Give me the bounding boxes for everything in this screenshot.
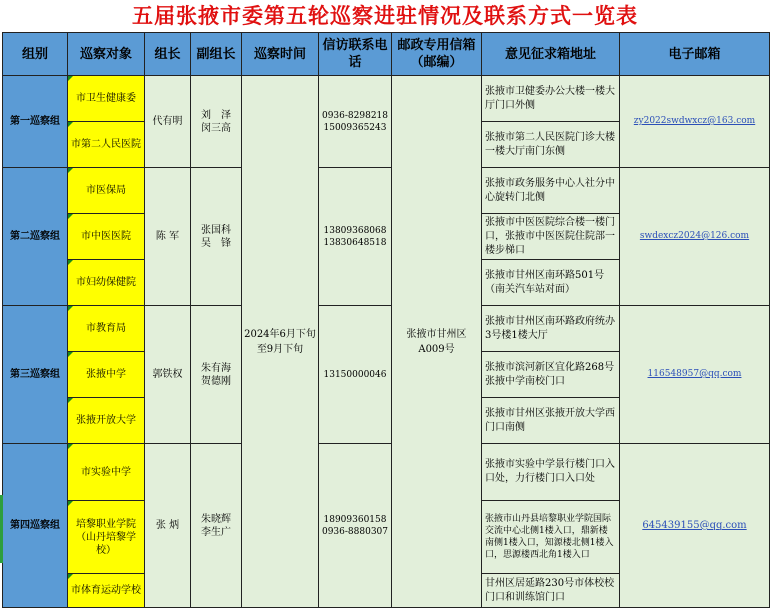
- email-link[interactable]: zy2022swdwxcz@163.com: [620, 76, 770, 168]
- deputy-cell: 刘 泽 闵三高: [191, 76, 242, 168]
- opinion-box-cell: 张掖市甘州区南环路501号（南关汽车站对面）: [482, 260, 620, 306]
- deputy-cell: 朱晓辉 李生广: [191, 444, 242, 608]
- row-marker: [0, 495, 3, 563]
- opinion-box-cell: 张掖市政务服务中心人社分中心旋转门北侧: [482, 168, 620, 214]
- table-row: [3, 306, 770, 352]
- table-row: [3, 168, 770, 214]
- leader-cell: 张 炳: [145, 444, 191, 608]
- header-phone: 信访联系电话: [319, 33, 392, 76]
- target-cell: 市医保局: [68, 168, 145, 214]
- opinion-box-cell: 张掖市甘州区张掖开放大学西门口南侧: [482, 398, 620, 444]
- header-opinion-box: 意见征求箱地址: [482, 33, 620, 76]
- email-link[interactable]: swdexcz2024@126.com: [620, 168, 770, 306]
- opinion-box-cell: 张掖市中医医院综合楼一楼门口，张掖市中医医院住院部一楼步梯口: [482, 214, 620, 260]
- header-email: 电子邮箱: [620, 33, 770, 76]
- target-cell: 市教育局: [68, 306, 145, 352]
- header-target: 巡察对象: [68, 33, 145, 76]
- group-name: 第三巡察组: [3, 306, 68, 444]
- opinion-box-cell: 张掖市卫健委办公大楼一楼大厅门口外侧: [482, 76, 620, 122]
- target-cell: 培黎职业学院（山丹培黎学校）: [68, 501, 145, 574]
- opinion-box-cell: 张掖市实验中学景行楼门口入口处，力行楼门口入口处: [482, 444, 620, 501]
- target-cell: 市体育运动学校: [68, 574, 145, 608]
- email-link[interactable]: 645439155@qq.com: [620, 444, 770, 608]
- opinion-box-cell: 张掖市第二人民医院门诊大楼一楼大厅南门东侧: [482, 122, 620, 168]
- inspection-table: [2, 32, 770, 608]
- table-row: [3, 76, 770, 122]
- target-cell: 市第二人民医院: [68, 122, 145, 168]
- opinion-box-cell: 甘州区居延路230号市体校校门口和训练馆门口: [482, 574, 620, 608]
- opinion-box-cell: 张掖市山丹县培黎职业学院国际交流中心北侧1楼入口，鼎新楼南侧1楼入口，知源楼北侧1楼入口，思源楼西北角1楼入口: [482, 501, 620, 574]
- deputy-cell: 张国科 吴 锋: [191, 168, 242, 306]
- header-leader: 组长: [145, 33, 191, 76]
- phone-cell: 13150000046: [319, 306, 392, 444]
- target-cell: 张掖开放大学: [68, 398, 145, 444]
- group-name: 第一巡察组: [3, 76, 68, 168]
- po-box-cell: 张掖市甘州区A009号: [392, 76, 482, 608]
- target-cell: 市实验中学: [68, 444, 145, 501]
- leader-cell: 代有明: [145, 76, 191, 168]
- header-po-box: 邮政专用信箱（邮编）: [392, 33, 482, 76]
- table-row: [3, 444, 770, 501]
- phone-cell: 18909360158 0936-8880307: [319, 444, 392, 608]
- period-cell: 2024年6月下旬至9月下旬: [242, 76, 319, 608]
- phone-cell: 0936-8298218 15009365243: [319, 76, 392, 168]
- header-row: [3, 33, 770, 76]
- email-link[interactable]: 116548957@qq.com: [620, 306, 770, 444]
- header-period: 巡察时间: [242, 33, 319, 76]
- group-name: 第四巡察组: [3, 444, 68, 608]
- target-cell: 张掖中学: [68, 352, 145, 398]
- target-cell: 市妇幼保健院: [68, 260, 145, 306]
- group-name: 第二巡察组: [3, 168, 68, 306]
- target-cell: 市卫生健康委: [68, 76, 145, 122]
- target-cell: 市中医医院: [68, 214, 145, 260]
- page-title: 五届张掖市委第五轮巡察进驻情况及联系方式一览表: [132, 3, 638, 28]
- header-deputy: 副组长: [191, 33, 242, 76]
- opinion-box-cell: 张掖市甘州区南环路政府统办3号楼1楼大厅: [482, 306, 620, 352]
- leader-cell: 郭铁权: [145, 306, 191, 444]
- leader-cell: 陈 军: [145, 168, 191, 306]
- phone-cell: 13809368068 13830648518: [319, 168, 392, 306]
- opinion-box-cell: 张掖市滨河新区宜化路268号张掖中学南校门口: [482, 352, 620, 398]
- header-group: 组别: [3, 33, 68, 76]
- deputy-cell: 朱有海 贺德刚: [191, 306, 242, 444]
